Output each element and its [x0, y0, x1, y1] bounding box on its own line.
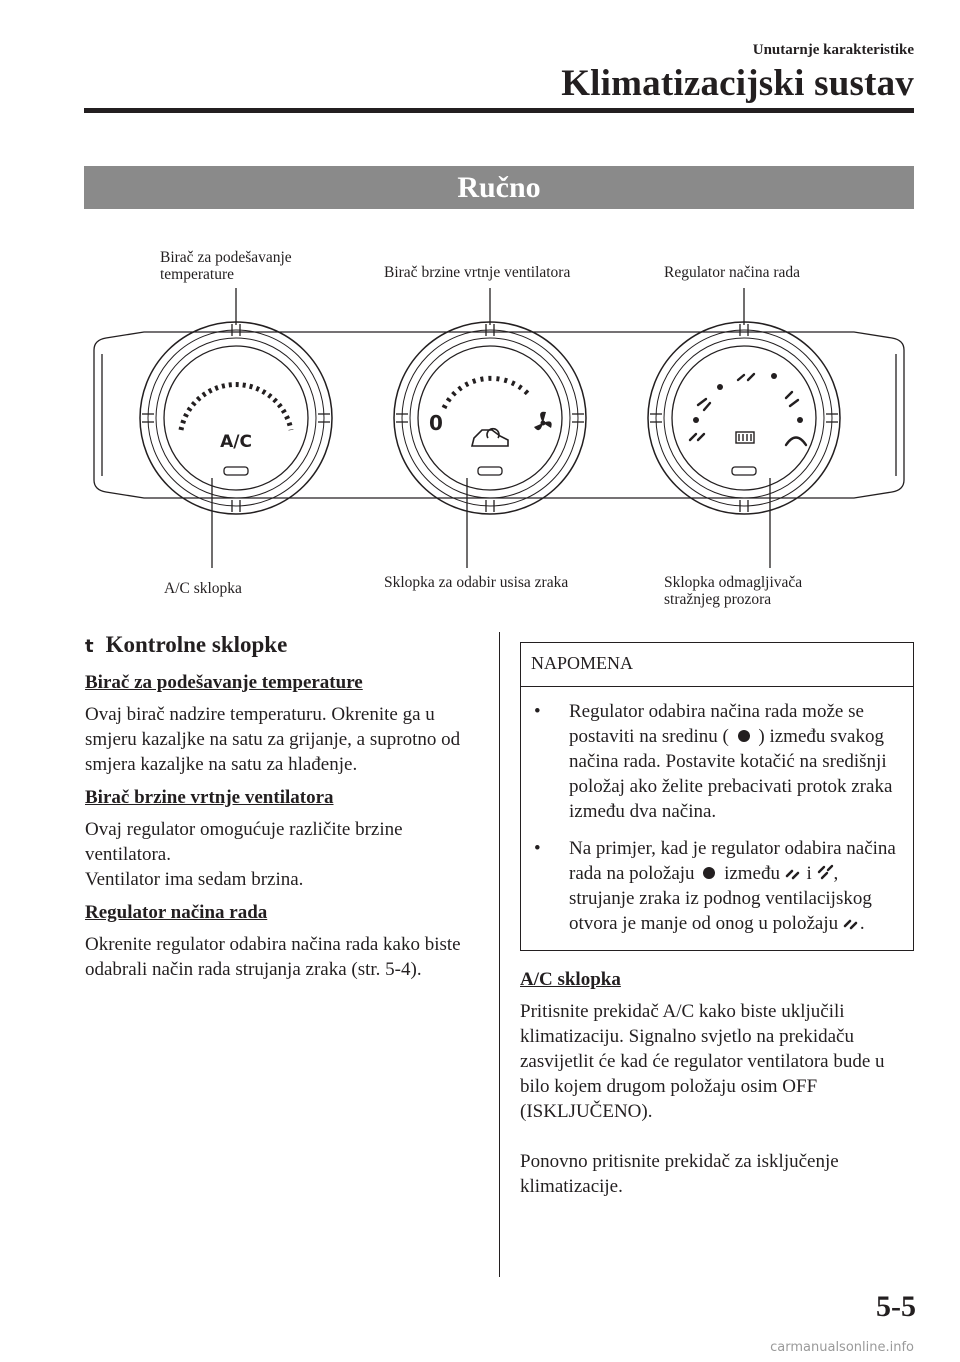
svg-text:Birač za podešavanje tem: Birač za podešavanje temperature: [160, 249, 292, 283]
mode-icons: [690, 374, 806, 445]
fan-dial-callout: Birač brzine vrtnje ventilatora: [384, 264, 571, 281]
vent-face-icon: [738, 374, 754, 380]
section-title: Klimatizacijski sustav: [561, 63, 914, 104]
header-rule: [84, 108, 914, 113]
fan-paragraph: Ovaj regulator omogućuje različite brzine ventilatora. Ventilator ima sedam brzina.: [85, 819, 403, 890]
bi-level-icon: [698, 399, 710, 410]
mode-dial-callout: Regulator načina rada: [664, 264, 800, 281]
temp-subheading: Birač za podešavanje temperature: [85, 672, 363, 693]
center-position-icon: [703, 867, 715, 879]
ac-switch-callout: A/C sklopka: [164, 580, 242, 597]
floor-icon: [785, 864, 802, 881]
chapter-title: Unutarnje karakteristike: [752, 42, 914, 58]
watermark: carmanualsonline.info: [770, 1340, 914, 1355]
ac-paragraph-1: Pritisnite prekidač A/C kako biste uključili klimatizaciju. Signalno svjetlo na prekidaču zasvijetlit će kad će regulator ventilatora bude u bilo kojem drugom položaju osim OFF (ISKLJUČENO).: [520, 1001, 885, 1122]
note-box: [520, 642, 914, 951]
floor-icon: [690, 434, 704, 440]
page-number: 5-5: [876, 1290, 916, 1323]
controls-heading: [85, 632, 485, 658]
air-recirculation-icon: [472, 429, 508, 446]
ac-label: A/C: [220, 432, 252, 452]
floor-defrost-icon: [817, 864, 834, 881]
fan-speed-dial: [394, 322, 586, 514]
center-position-icon: [738, 730, 750, 742]
defrost-switch-callout: Sklopka odmagljivača stražnjeg prozora: [664, 574, 803, 608]
rear-defrost-icon: [736, 432, 754, 443]
temp-paragraph: Ovaj birač nadzire temperaturu. Okrenite ga u smjeru kazaljke na satu za grijanje, a suprotno od smjera kazaljke na satu za hlađenje.: [85, 704, 461, 775]
temp-dial-callout: Birač za podešavanje: [160, 249, 292, 266]
floor-icon: [843, 914, 860, 931]
floor-defrost-icon: [786, 392, 798, 406]
controls-heading-text: Kontrolne sklopke: [105, 632, 288, 657]
mode-paragraph: Okrenite regulator odabira načina rada kako biste odabrali način rada strujanja zraka (str. 5-4).: [85, 934, 461, 980]
mode-subheading: Regulator načina rada: [85, 902, 268, 923]
note-title: NAPOMENA: [521, 643, 913, 687]
column-divider: [499, 632, 500, 1277]
fan-subheading: Birač brzine vrtnje ventilatora: [85, 787, 334, 808]
right-column: [520, 642, 914, 1209]
mode-dial: [648, 322, 840, 514]
fan-icon: [534, 412, 552, 430]
fan-off-label: 0: [429, 411, 443, 435]
windshield-defrost-icon: [786, 438, 806, 446]
ac-subheading: A/C sklopka: [520, 969, 621, 990]
control-panel-figure: [84, 240, 914, 625]
note-item-2: • Na primjer, kad je regulator odabira načina rada na položaju između i , strujanje zraka iz podnog ventilacijskog otvora je manje od onog u položaju .: [534, 838, 896, 934]
section-banner: Ručno: [84, 166, 914, 209]
temperature-dial: [140, 322, 332, 514]
control-panel-illustration: [84, 240, 914, 620]
heading-marker: t: [85, 636, 94, 657]
intake-switch-callout: Sklopka za odabir usisa zraka: [384, 574, 569, 591]
note-item-1: • Regulator odabira načina rada može se postaviti na sredinu ( ) između svakog načina rada. Postavite kotačić na središnji položaj ako želite prebacivati protok zraka između dva načina.: [534, 701, 893, 822]
left-column: [85, 632, 485, 992]
ac-paragraph-2: Ponovno pritisnite prekidač za isključenje klimatizacije.: [520, 1151, 839, 1197]
